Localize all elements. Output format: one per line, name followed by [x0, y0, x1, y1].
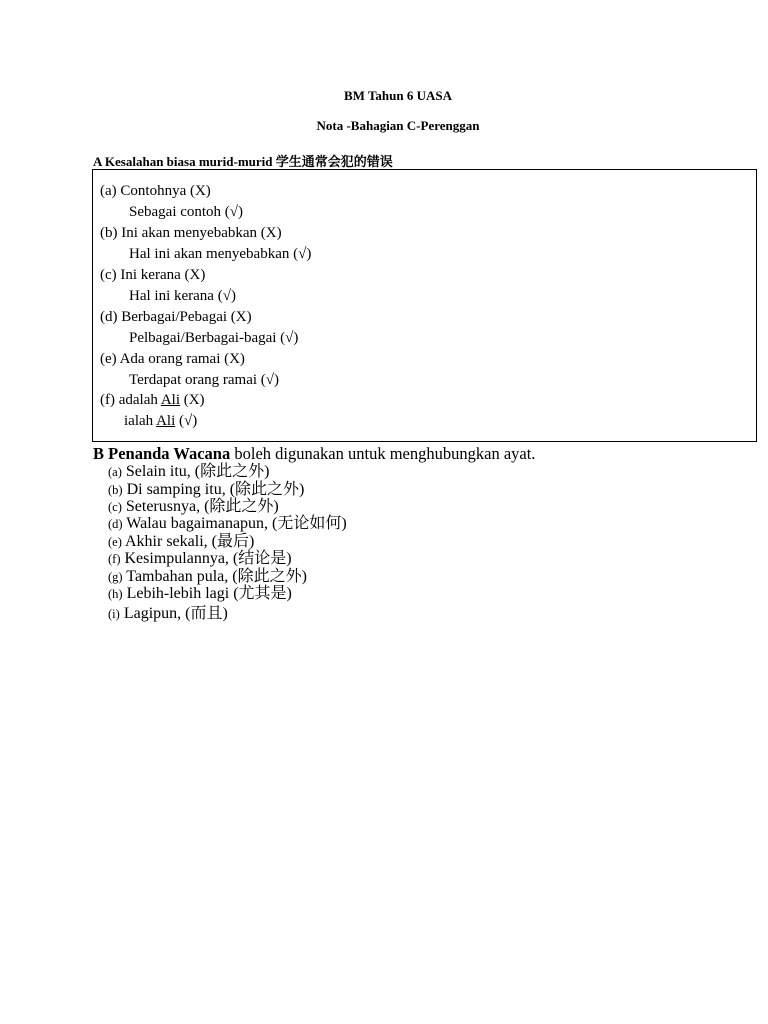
- list-text: Kesimpulannya, (结论是): [120, 550, 292, 567]
- list-item: [108, 463, 269, 481]
- list-text: Walau bagaimanapun, (无论如何): [122, 515, 347, 532]
- list-text: Tambahan pula, (除此之外): [122, 568, 307, 585]
- section-b-heading: [93, 444, 535, 464]
- list-text: Di samping itu, (除此之外): [122, 481, 305, 498]
- list-item: [108, 498, 279, 516]
- list-marker: (c): [108, 500, 122, 514]
- item-f-right: [124, 412, 197, 430]
- item-f-wrong-suffix: (X): [179, 392, 205, 408]
- list-item: [108, 481, 304, 499]
- item-f-right-suffix: (√): [175, 413, 198, 429]
- list-marker: (h): [108, 587, 123, 601]
- item-f-wrong: [100, 391, 205, 409]
- document-subtitle: Nota -Bahagian C-Perenggan: [316, 118, 480, 133]
- list-item: [108, 585, 292, 603]
- list-marker: (g): [108, 570, 123, 584]
- list-marker: (a): [108, 465, 122, 479]
- list-marker: (b): [108, 483, 123, 497]
- item-d-right: Pelbagai/Berbagai-bagai (√): [129, 330, 299, 346]
- list-item: [108, 568, 307, 586]
- item-d-wrong: (d) Berbagai/Pebagai (X): [100, 309, 252, 325]
- list-text: Seterusnya, (除此之外): [121, 498, 279, 515]
- item-c-right: Hal ini kerana (√): [129, 288, 236, 304]
- list-marker: (i): [108, 607, 120, 621]
- item-b-right: Hal ini akan menyebabkan (√): [129, 246, 312, 262]
- item-a-right: Sebagai contoh (√): [129, 204, 244, 220]
- list-item: [108, 533, 254, 551]
- list-text: Lebih-lebih lagi (尤其是): [122, 585, 292, 602]
- list-text: Selain itu, (除此之外): [121, 463, 270, 480]
- item-f-wrong-name: Ali: [160, 392, 180, 408]
- list-text: Akhir sekali, (最后): [121, 533, 255, 550]
- item-f-right-name: Ali: [156, 413, 176, 429]
- list-text: Lagipun, (而且): [119, 605, 228, 622]
- list-marker: (f): [108, 552, 121, 566]
- section-a-heading: A Kesalahan biasa murid-murid 学生通常会犯的错误: [93, 154, 393, 169]
- item-a-wrong: (a) Contohnya (X): [100, 183, 211, 199]
- section-a-box: [92, 169, 757, 442]
- item-f-right-prefix: ialah: [124, 413, 157, 429]
- item-c-wrong: (c) Ini kerana (X): [100, 267, 206, 283]
- section-b-heading-rest: boleh digunakan untuk menghubungkan ayat.: [230, 444, 536, 463]
- item-e-wrong: (e) Ada orang ramai (X): [100, 351, 245, 367]
- list-item: [108, 605, 228, 623]
- section-b-heading-bold: B Penanda Wacana: [93, 444, 231, 463]
- list-item: [108, 515, 347, 533]
- item-e-right: Terdapat orang ramai (√): [129, 372, 280, 388]
- item-b-wrong: (b) Ini akan menyebabkan (X): [100, 225, 282, 241]
- list-marker: (d): [108, 517, 123, 531]
- list-marker: (e): [108, 535, 122, 549]
- document-title: BM Tahun 6 UASA: [343, 88, 453, 103]
- item-f-wrong-prefix: (f) adalah: [100, 392, 161, 408]
- list-item: [108, 550, 292, 568]
